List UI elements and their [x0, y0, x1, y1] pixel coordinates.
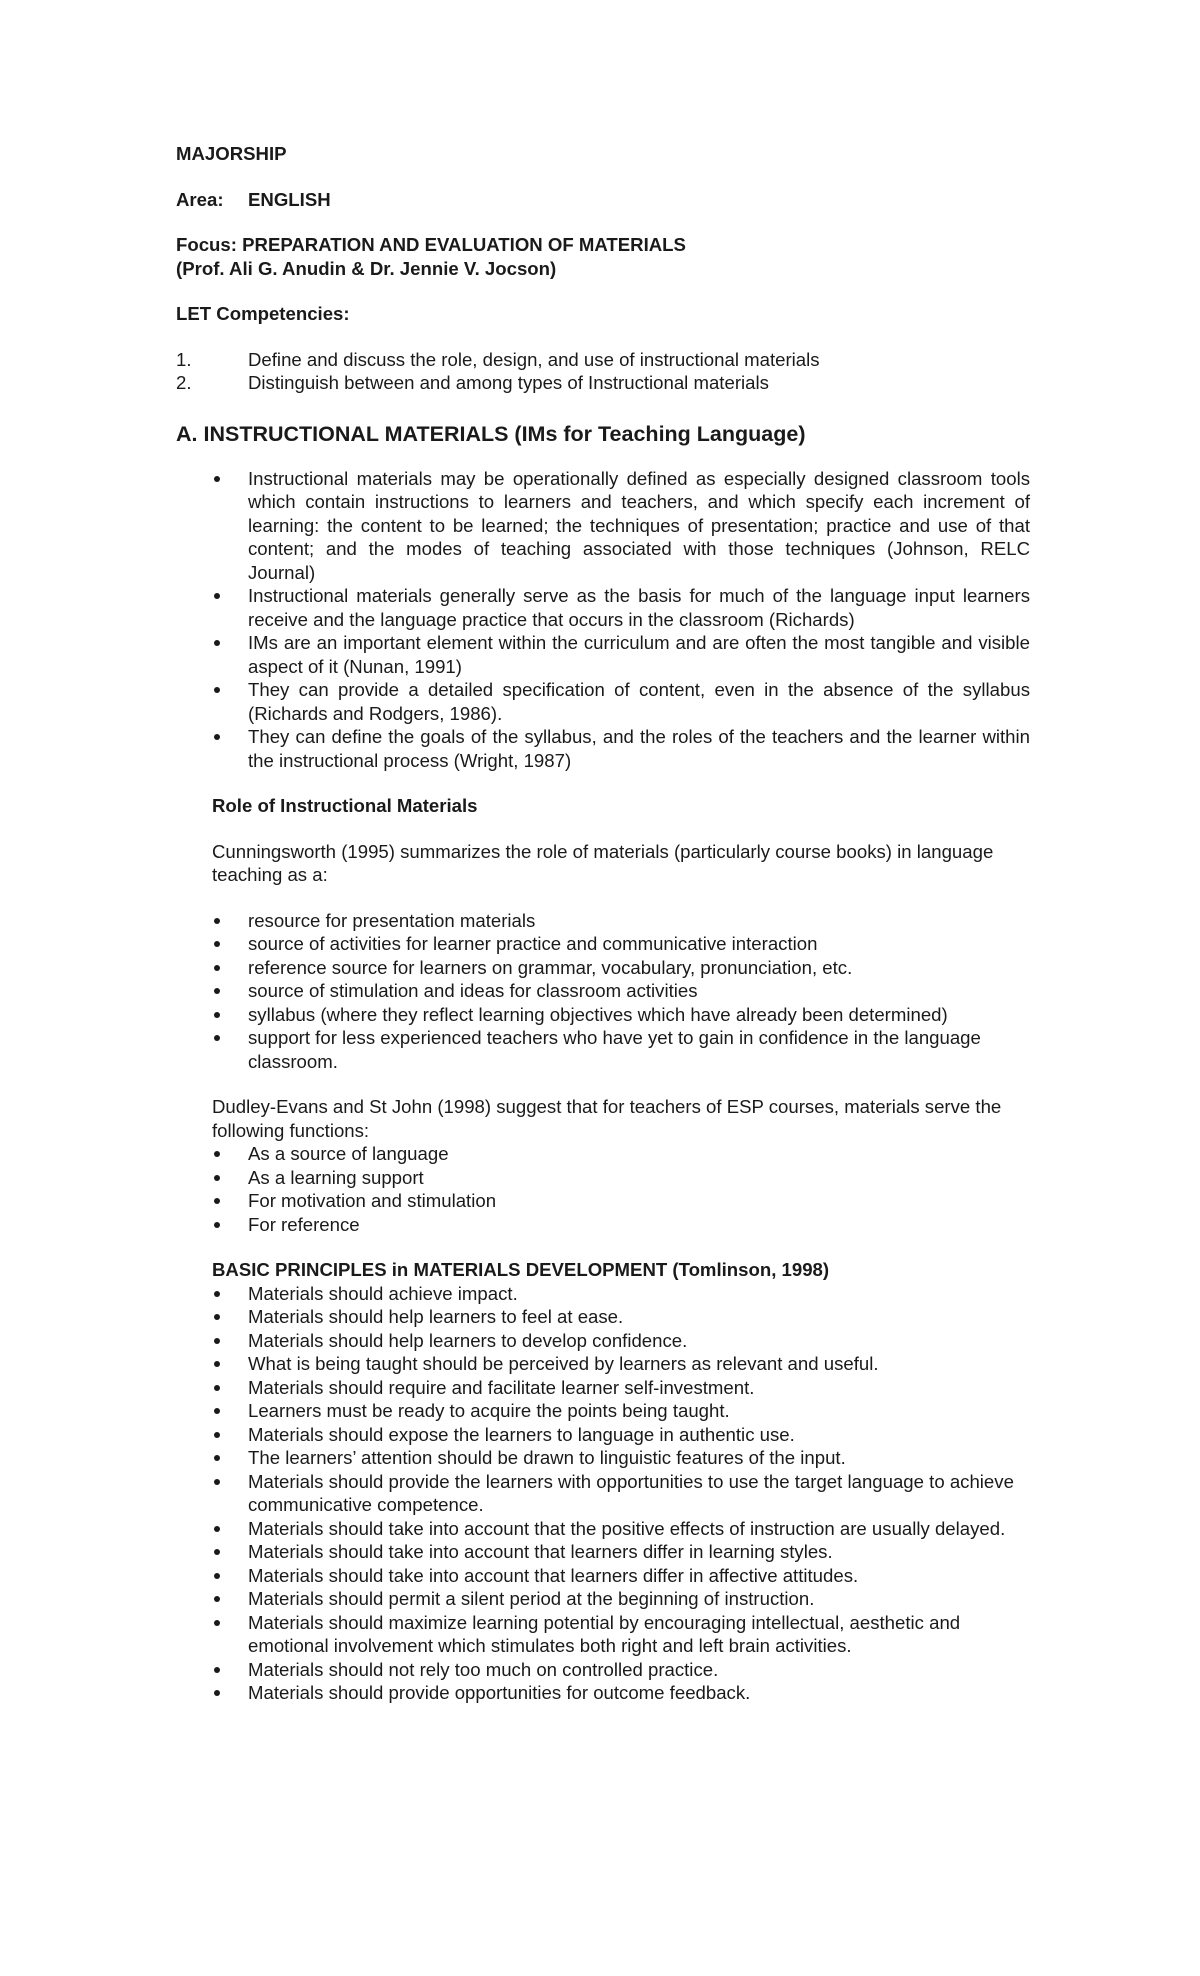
list-item-text: Materials should help learners to develop confidence.: [248, 1329, 688, 1351]
bullet-icon: [212, 979, 248, 1003]
bullet-icon: [212, 932, 248, 956]
bullet-icon: [212, 909, 248, 933]
principles-list: [176, 1282, 1030, 1705]
list-item-text: support for less experienced teachers who have yet to gain in confidence in the language classroom.: [248, 1027, 981, 1072]
list-item: [212, 1305, 1030, 1329]
bullet-icon: [212, 1587, 248, 1611]
esp-list: [176, 1142, 1030, 1236]
list-item-text: As a learning support: [248, 1166, 424, 1188]
bullet-icon: [212, 1446, 248, 1470]
list-item: [212, 1423, 1030, 1447]
list-item-text: Materials should maximize learning potential by encouraging intellectual, aesthetic and emotional involvement which stimulates both right and left brain activities.: [248, 1611, 961, 1656]
role-title: Role of Instructional Materials: [212, 795, 478, 816]
list-item: [212, 1564, 1030, 1588]
list-item-text: Materials should take into account that learners differ in learning styles.: [248, 1541, 833, 1562]
role-intro: Cunningsworth (1995) summarizes the role of materials (particularly course books) in language teaching as a:: [212, 840, 994, 885]
bullet-icon: [212, 1540, 248, 1564]
list-item-text: Materials should permit a silent period at the beginning of instruction.: [248, 1588, 815, 1609]
list-item-text: What is being taught should be perceived by learners as relevant and useful.: [248, 1353, 879, 1374]
bullet-icon: [212, 1423, 248, 1447]
bullet-icon: [212, 1189, 248, 1213]
competency-text: Distinguish between and among types of Instructional materials: [248, 372, 769, 393]
list-item-text: syllabus (where they reflect learning objectives which have already been determined): [248, 1003, 948, 1025]
bullet-icon: [212, 1329, 248, 1353]
list-item-text: For motivation and stimulation: [248, 1190, 497, 1211]
esp-intro: Dudley-Evans and St John (1998) suggest that for teachers of ESP courses, materials serve the following functions:: [212, 1096, 1002, 1141]
bullet-icon: [212, 1282, 248, 1306]
bullet-icon: [212, 1142, 248, 1166]
list-item: [212, 979, 1030, 1003]
list-item-text: Materials should take into account that the positive effects of instruction are usually delayed.: [248, 1517, 1006, 1539]
list-item-text: They can define the goals of the syllabus, and the roles of the teachers and the learner within the instructional process (Wright, 1987): [248, 726, 1030, 771]
list-item: [212, 932, 1030, 956]
list-item-text: reference source for learners on grammar, vocabulary, pronunciation, etc.: [248, 956, 853, 978]
list-item: [212, 1540, 1030, 1564]
bullet-icon: [212, 1517, 248, 1541]
competency-item: [176, 348, 1030, 372]
bullet-icon: [212, 1352, 248, 1376]
majorship-heading: MAJORSHIP: [176, 143, 287, 164]
list-item: [212, 631, 1030, 678]
list-item-text: IMs are an important element within the curriculum and are often the most tangible and visible aspect of it (Nunan, 1991): [248, 632, 1030, 677]
list-item-text: Materials should achieve impact.: [248, 1282, 518, 1304]
focus-line: Focus: PREPARATION AND EVALUATION OF MATERIALS: [176, 234, 686, 255]
list-item: [212, 467, 1030, 585]
list-item: [212, 1003, 1030, 1027]
list-item: [212, 1587, 1030, 1611]
list-item: [212, 1282, 1030, 1306]
list-item-text: Materials should help learners to feel at ease.: [248, 1306, 624, 1327]
list-item: [212, 1026, 1030, 1073]
list-item: [212, 1142, 1030, 1166]
list-item: [212, 678, 1030, 725]
area-label: Area:: [176, 188, 224, 210]
bullet-icon: [212, 1003, 248, 1027]
bullet-icon: [212, 678, 248, 725]
principles-title: BASIC PRINCIPLES in MATERIALS DEVELOPMENT (Tomlinson, 1998): [212, 1259, 830, 1280]
list-item: [212, 725, 1030, 772]
document-content: [176, 142, 1030, 1705]
list-item: [212, 956, 1030, 980]
list-item-text: Instructional materials may be operationally defined as especially designed classroom tools which contain instructions to learners and teachers, and which specify each increment of learning: the content to be learned; the techniques of presentation; practice and use of that content; and the modes of teaching associated with those techniques (Johnson, RELC Journal): [248, 467, 1030, 583]
bullet-icon: [212, 1399, 248, 1423]
list-item-text: Materials should expose the learners to language in authentic use.: [248, 1423, 795, 1445]
bullet-icon: [212, 956, 248, 980]
bullet-icon: [212, 1376, 248, 1400]
list-item: [212, 1611, 1030, 1658]
bullet-icon: [212, 1611, 248, 1658]
bullet-icon: [212, 1564, 248, 1588]
list-item-text: They can provide a detailed specification of content, even in the absence of the syllabus (Richards and Rodgers, 1986).: [248, 679, 1030, 724]
list-item: [212, 584, 1030, 631]
list-item-text: Materials should provide opportunities for outcome feedback.: [248, 1682, 751, 1703]
bullet-icon: [212, 1166, 248, 1190]
list-item-text: Materials should provide the learners with opportunities to use the target language to achieve communicative competence.: [248, 1470, 1014, 1515]
bullet-icon: [212, 1681, 248, 1705]
role-list: [176, 909, 1030, 1074]
bullet-icon: [212, 467, 248, 585]
list-item-text: source of stimulation and ideas for classroom activities: [248, 980, 698, 1001]
list-item-text: Materials should take into account that learners differ in affective attitudes.: [248, 1564, 859, 1586]
list-item-text: The learners’ attention should be drawn to linguistic features of the input.: [248, 1447, 846, 1468]
area-value: ENGLISH: [248, 188, 331, 210]
list-item: [212, 1658, 1030, 1682]
list-item: [212, 1470, 1030, 1517]
area-line: [176, 188, 1030, 212]
list-item: [212, 1399, 1030, 1423]
list-item: [212, 1446, 1030, 1470]
list-item: [212, 1166, 1030, 1190]
list-item-text: Instructional materials generally serve as the basis for much of the language input learners receive and the language practice that occurs in the classroom (Richards): [248, 585, 1030, 630]
section-a-bullets: [176, 467, 1030, 773]
authors-line: (Prof. Ali G. Anudin & Dr. Jennie V. Jocson): [176, 257, 557, 279]
competency-item: [176, 371, 1030, 395]
competencies-list: [176, 348, 1030, 395]
competencies-title: LET Competencies:: [176, 303, 350, 324]
list-item-text: resource for presentation materials: [248, 909, 536, 931]
list-item: [212, 1213, 1030, 1237]
list-item: [212, 1376, 1030, 1400]
list-item: [212, 1681, 1030, 1705]
bullet-icon: [212, 1470, 248, 1517]
list-item: [212, 1329, 1030, 1353]
bullet-icon: [212, 584, 248, 631]
list-item-text: For reference: [248, 1213, 360, 1235]
list-item: [212, 1352, 1030, 1376]
competency-number: 2.: [176, 372, 192, 393]
list-item-text: Materials should not rely too much on controlled practice.: [248, 1658, 719, 1680]
list-item-text: source of activities for learner practice and communicative interaction: [248, 933, 818, 954]
bullet-icon: [212, 1213, 248, 1237]
section-a-title: A. INSTRUCTIONAL MATERIALS (IMs for Teaching Language): [176, 421, 806, 446]
competency-text: Define and discuss the role, design, and use of instructional materials: [248, 348, 820, 370]
bullet-icon: [212, 1658, 248, 1682]
bullet-icon: [212, 631, 248, 678]
bullet-icon: [212, 725, 248, 772]
list-item-text: As a source of language: [248, 1143, 449, 1164]
list-item: [212, 1189, 1030, 1213]
list-item-text: Learners must be ready to acquire the points being taught.: [248, 1400, 730, 1421]
list-item-text: Materials should require and facilitate learner self-investment.: [248, 1376, 755, 1398]
bullet-icon: [212, 1026, 248, 1073]
list-item: [212, 1517, 1030, 1541]
bullet-icon: [212, 1305, 248, 1329]
competency-number: 1.: [176, 348, 192, 370]
list-item: [212, 909, 1030, 933]
